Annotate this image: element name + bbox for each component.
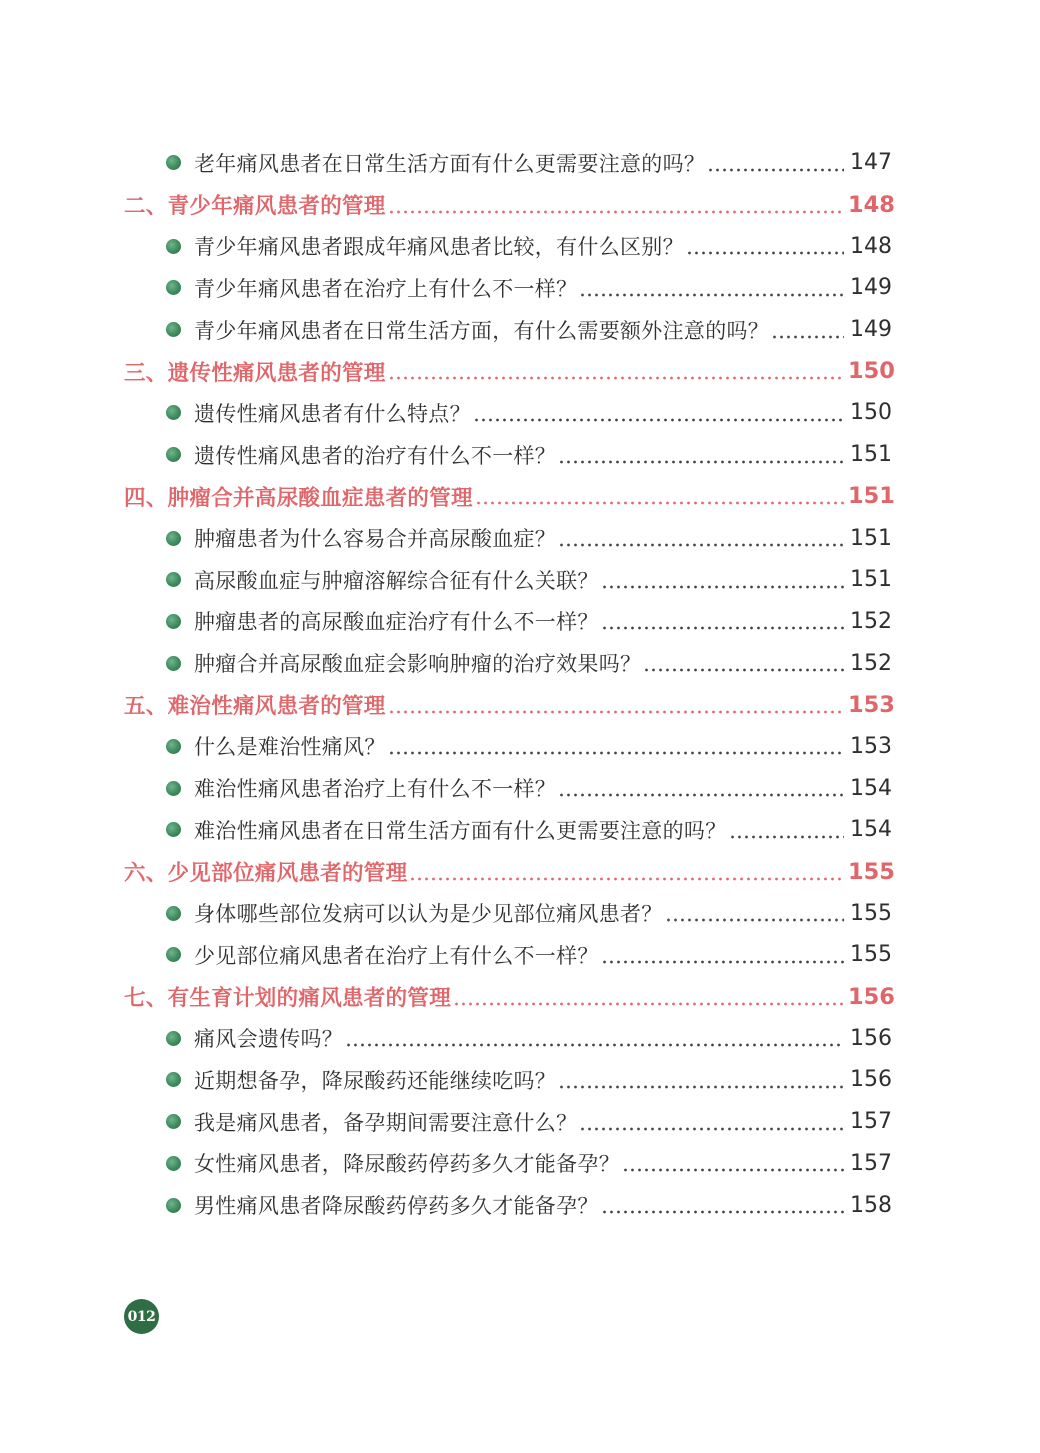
dot-leader bbox=[558, 443, 844, 467]
toc-section-heading bbox=[0, 350, 1040, 392]
toc-entry bbox=[0, 1059, 1040, 1101]
toc-page-number: 152 bbox=[850, 608, 892, 634]
bullet-dot-icon bbox=[166, 822, 181, 837]
toc-entry bbox=[0, 601, 1040, 643]
bullet-dot-icon bbox=[166, 447, 181, 462]
toc-title: 近期想备孕，降尿酸药还能继续吃吗？ bbox=[194, 1068, 557, 1093]
toc-title: 肿瘤合并高尿酸血症会影响肿瘤的治疗效果吗？ bbox=[194, 652, 642, 677]
dot-leader bbox=[665, 901, 844, 925]
toc-title: 老年痛风患者在日常生活方面有什么更需要注意的吗？ bbox=[194, 151, 706, 176]
toc-section-heading bbox=[0, 184, 1040, 226]
bullet-dot-icon bbox=[166, 531, 181, 546]
toc-entry bbox=[0, 642, 1040, 684]
toc-page-number: 149 bbox=[850, 317, 892, 343]
toc-title: 二、青少年痛风患者的管理 bbox=[124, 194, 386, 220]
dot-leader bbox=[686, 234, 844, 258]
toc-title: 四、肿瘤合并高尿酸血症患者的管理 bbox=[124, 485, 473, 511]
toc-entry bbox=[0, 809, 1040, 851]
toc-title: 身体哪些部位发病可以认为是少见部位痛风患者？ bbox=[194, 902, 663, 927]
toc-page-number: 148 bbox=[850, 233, 892, 259]
toc-page-number: 155 bbox=[850, 942, 892, 968]
toc-title: 遗传性痛风患者有什么特点？ bbox=[194, 401, 471, 426]
bullet-dot-icon bbox=[166, 739, 181, 754]
toc-page-number: 156 bbox=[850, 1067, 892, 1093]
toc-entry bbox=[0, 434, 1040, 476]
toc-title: 六、少见部位痛风患者的管理 bbox=[124, 861, 408, 887]
toc-section-heading bbox=[0, 976, 1040, 1018]
bullet-dot-icon bbox=[166, 906, 181, 921]
dot-leader bbox=[579, 1110, 844, 1134]
toc-title: 我是痛风患者，备孕期间需要注意什么？ bbox=[194, 1110, 578, 1135]
bullet-dot-icon bbox=[166, 280, 181, 295]
toc-entry bbox=[0, 392, 1040, 434]
bullet-dot-icon bbox=[166, 572, 181, 587]
bullet-dot-icon bbox=[166, 155, 181, 170]
toc-title: 肿瘤患者的高尿酸血症治疗有什么不一样？ bbox=[194, 610, 599, 635]
toc-page-number: 151 bbox=[848, 483, 895, 510]
toc-title: 肿瘤患者为什么容易合并高尿酸血症？ bbox=[194, 527, 557, 552]
toc-title: 痛风会遗传吗？ bbox=[194, 1027, 344, 1052]
toc-entry bbox=[0, 892, 1040, 934]
dot-leader bbox=[473, 401, 844, 425]
bullet-dot-icon bbox=[166, 1114, 181, 1129]
dot-leader bbox=[345, 1026, 844, 1050]
dot-leader bbox=[601, 609, 844, 633]
toc-entry bbox=[0, 142, 1040, 184]
toc-page-number: 154 bbox=[850, 817, 892, 843]
bullet-dot-icon bbox=[166, 405, 181, 420]
toc-page-number: 153 bbox=[848, 691, 895, 718]
toc-page-number: 150 bbox=[848, 358, 895, 385]
dot-leader bbox=[643, 651, 844, 675]
toc-page-number: 155 bbox=[848, 858, 895, 885]
toc-title: 难治性痛风患者在日常生活方面有什么更需要注意的吗？ bbox=[194, 818, 727, 843]
bullet-dot-icon bbox=[166, 239, 181, 254]
toc-page-number: 157 bbox=[850, 1150, 892, 1176]
toc-entry bbox=[0, 1184, 1040, 1226]
bullet-dot-icon bbox=[166, 614, 181, 629]
dot-leader bbox=[409, 860, 844, 884]
page-number-badge: 012 bbox=[124, 1299, 159, 1334]
toc-entry bbox=[0, 517, 1040, 559]
toc-page-number: 156 bbox=[848, 983, 895, 1010]
toc-section-heading bbox=[0, 851, 1040, 893]
dot-leader bbox=[707, 151, 844, 175]
dot-leader bbox=[475, 484, 844, 508]
toc-page-number: 158 bbox=[850, 1192, 892, 1218]
toc-title: 青少年痛风患者跟成年痛风患者比较，有什么区别？ bbox=[194, 235, 684, 260]
dot-leader bbox=[558, 1068, 844, 1092]
bullet-dot-icon bbox=[166, 947, 181, 962]
toc-title: 什么是难治性痛风？ bbox=[194, 735, 386, 760]
toc-page-number: 156 bbox=[850, 1025, 892, 1051]
dot-leader bbox=[558, 526, 844, 550]
toc-title: 女性痛风患者，降尿酸药停药多久才能备孕？ bbox=[194, 1152, 620, 1177]
dot-leader bbox=[729, 818, 845, 842]
dot-leader bbox=[558, 776, 844, 800]
bullet-dot-icon bbox=[166, 781, 181, 796]
toc-entry bbox=[0, 767, 1040, 809]
dot-leader bbox=[601, 568, 844, 592]
bullet-dot-icon bbox=[166, 322, 181, 337]
toc-page-number: 154 bbox=[850, 775, 892, 801]
toc-title: 少见部位痛风患者在治疗上有什么不一样？ bbox=[194, 943, 599, 968]
toc-page-number: 151 bbox=[850, 567, 892, 593]
toc-title: 男性痛风患者降尿酸药停药多久才能备孕？ bbox=[194, 1194, 599, 1219]
toc-page-number: 151 bbox=[850, 442, 892, 468]
bullet-dot-icon bbox=[166, 1072, 181, 1087]
dot-leader bbox=[388, 193, 844, 217]
dot-leader bbox=[453, 985, 844, 1009]
bullet-dot-icon bbox=[166, 656, 181, 671]
toc-section-heading bbox=[0, 684, 1040, 726]
toc-title: 三、遗传性痛风患者的管理 bbox=[124, 360, 386, 386]
dot-leader bbox=[388, 734, 844, 758]
toc-page-number: 147 bbox=[850, 150, 892, 176]
dot-leader bbox=[771, 318, 844, 342]
dot-leader bbox=[388, 359, 844, 383]
bullet-dot-icon bbox=[166, 1198, 181, 1213]
table-of-contents bbox=[0, 142, 1040, 1226]
toc-title: 七、有生育计划的痛风患者的管理 bbox=[124, 986, 452, 1012]
toc-entry bbox=[0, 934, 1040, 976]
toc-entry bbox=[0, 726, 1040, 768]
toc-page-number: 148 bbox=[848, 191, 895, 218]
toc-page-number: 150 bbox=[850, 400, 892, 426]
dot-leader bbox=[601, 1193, 844, 1217]
toc-entry bbox=[0, 1143, 1040, 1185]
toc-title: 青少年痛风患者在治疗上有什么不一样？ bbox=[194, 276, 578, 301]
toc-entry bbox=[0, 1017, 1040, 1059]
toc-title: 难治性痛风患者治疗上有什么不一样？ bbox=[194, 777, 557, 802]
toc-title: 五、难治性痛风患者的管理 bbox=[124, 694, 386, 720]
toc-title: 青少年痛风患者在日常生活方面，有什么需要额外注意的吗？ bbox=[194, 318, 770, 343]
bullet-dot-icon bbox=[166, 1156, 181, 1171]
toc-entry bbox=[0, 1101, 1040, 1143]
toc-section-heading bbox=[0, 476, 1040, 518]
bullet-dot-icon bbox=[166, 1031, 181, 1046]
toc-page-number: 155 bbox=[850, 900, 892, 926]
toc-page-number: 151 bbox=[850, 525, 892, 551]
toc-entry bbox=[0, 267, 1040, 309]
dot-leader bbox=[601, 943, 844, 967]
toc-title: 遗传性痛风患者的治疗有什么不一样？ bbox=[194, 443, 557, 468]
toc-entry bbox=[0, 559, 1040, 601]
toc-entry bbox=[0, 309, 1040, 351]
toc-title: 高尿酸血症与肿瘤溶解综合征有什么关联？ bbox=[194, 568, 599, 593]
toc-entry bbox=[0, 225, 1040, 267]
dot-leader bbox=[388, 693, 844, 717]
dot-leader bbox=[579, 276, 844, 300]
toc-page-number: 149 bbox=[850, 275, 892, 301]
dot-leader bbox=[622, 1151, 844, 1175]
toc-page-number: 157 bbox=[850, 1109, 892, 1135]
toc-page-number: 153 bbox=[850, 733, 892, 759]
toc-page-number: 152 bbox=[850, 650, 892, 676]
